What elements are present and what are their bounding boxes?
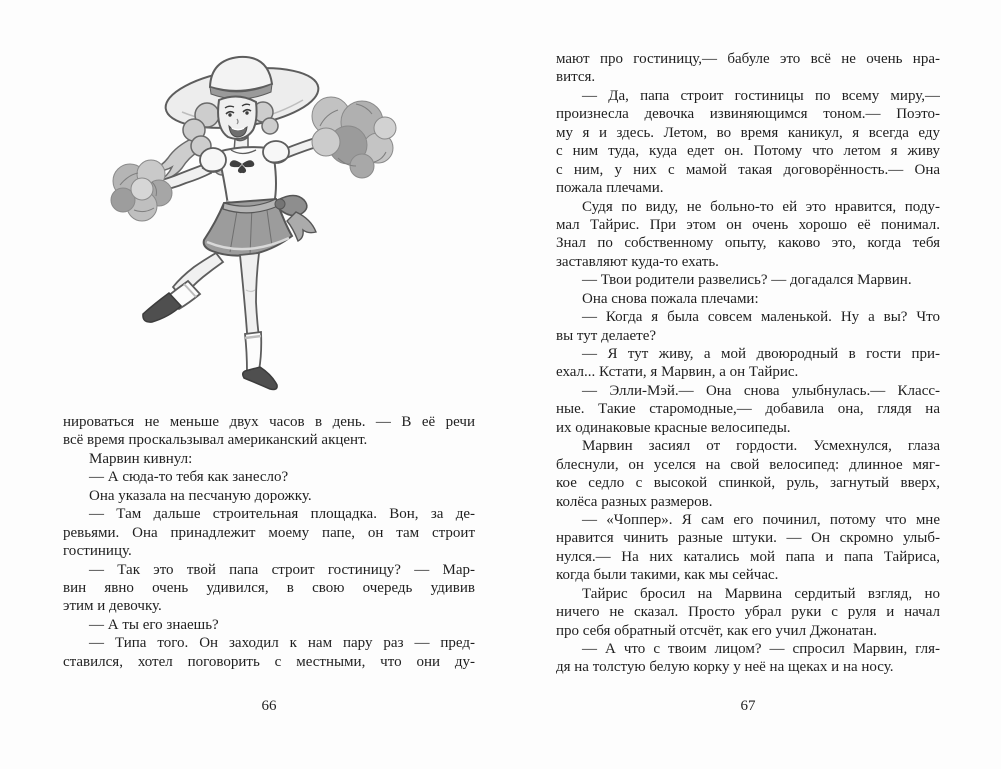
text-line: этим и девочку. [63, 598, 162, 615]
text-line: — Твои родители развелись? — догадался Марвин. [582, 272, 912, 289]
text-line: мают про гостиницу,— бабуле это всё не очень нра- [556, 51, 940, 67]
text-line: — Да, папа строит гостиницы по всему миру,— [582, 87, 940, 104]
text-line: нравится чинить разные штуки. — Он скромно улыб- [556, 530, 940, 547]
text-line: — «Чоппер». Я сам его починил, потому что мне [582, 511, 940, 528]
text-line: вится. [556, 69, 596, 86]
text-line: их одинаковые красные велосипеды. [556, 419, 791, 436]
text-line: — А сюда-то тебя как занесло? [89, 469, 289, 486]
text-line: заставляют куда-то ехать. [556, 253, 719, 270]
text-line: му я и здесь. Летом, во время каникул, я всегда еду [556, 124, 940, 141]
text-line: гостиницу. [63, 543, 132, 560]
text-line: колёса разных размеров. [556, 493, 713, 510]
text-line: всё время проскальзывал американский акцент. [63, 432, 368, 449]
text-line: ехал... Кстати, я Марвин, а он Тайрис. [556, 364, 799, 381]
text-line: кое седло с высокой спинкой, руль, загнутый вверх, [556, 475, 940, 492]
text-line: Тайрис бросил на Марвина сердитый взгляд, но [582, 585, 940, 602]
text-line: — Типа того. Он заходил к нам пару раз — пред- [89, 635, 475, 652]
text-line: про себя обратный отсчёт, как его учил Джонатан. [556, 622, 877, 639]
text-line: мал Тайрис. При этом он очень хорошо её понимал. [556, 216, 940, 233]
text-line: блеснули, он уселся на свой велосипед: длинное мяг- [556, 456, 940, 473]
page-number-left: 66 [261, 698, 277, 714]
text-line: с ним, у них с мамой такая договорённость.— Она [556, 161, 940, 178]
text-line: — Так это твой папа строит гостиницу? — Мар- [89, 561, 475, 578]
text-line: ставился, хотел поговорить с местными, что они ду- [63, 653, 475, 670]
text-line: — А ты его знаешь? [89, 616, 219, 633]
left-page-text [63, 413, 475, 671]
text-line: — Я тут живу, а мой двоюродный в гости при- [582, 346, 940, 362]
text-line: вин явно очень удивился, в свою очередь удивив [63, 579, 475, 596]
text-line: вы тут делаете? [556, 327, 657, 344]
text-line: Марвин кивнул: [89, 450, 193, 467]
right-page-text [556, 50, 940, 677]
text-line: — Элли-Мэй.— Она снова улыбнулась.— Класс- [582, 382, 940, 399]
text-line: Судя по виду, не больно-то ей это нравится, поду- [582, 198, 940, 215]
text-line: — А что с твоим лицом? — спросил Марвин, гля- [582, 641, 940, 657]
text-line: ные. Такие старомодные,— добавила она, глядя на [556, 401, 940, 418]
text-line: произнесла девочка извиняющимся тоном.— Поэто- [556, 106, 940, 123]
text-line: нироваться не меньше двух часов в день. — В её речи [63, 414, 475, 430]
text-line: ничего не сказал. Просто убрал руки с руля и начал [556, 604, 940, 621]
text-line: — Там дальше строительная площадка. Вон, за де- [89, 506, 475, 523]
text-line: Она указала на песчаную дорожку. [89, 487, 312, 504]
text-line: пожала плечами. [556, 180, 664, 197]
page-number-right: 67 [740, 698, 756, 714]
text-line: с ним туда, куда едет он. Потому что летом я живу [556, 143, 940, 160]
text-line: ревьями. Она принадлежит моему папе, он там строит [63, 524, 475, 541]
text-line: нулся.— На них катались мой папа и папа Тайриса, [556, 548, 940, 565]
text-line: Она снова пожала плечами: [582, 290, 759, 307]
text-line: дя на толстую белую корку у неё на щеках и на носу. [556, 659, 894, 676]
text-line: Марвин засиял от гордости. Усмехнулся, глаза [582, 438, 940, 455]
text-line: — Когда я была совсем маленькой. Ну а вы? Что [582, 309, 940, 326]
girl-in-sun-hat-with-pompoms-illustration [90, 40, 420, 410]
cheerleader-girl-drawing [90, 40, 420, 410]
text-line: когда были такими, как мы сейчас. [556, 567, 779, 584]
text-line: Знал по собственному опыту, каково это, когда тебя [556, 235, 940, 252]
